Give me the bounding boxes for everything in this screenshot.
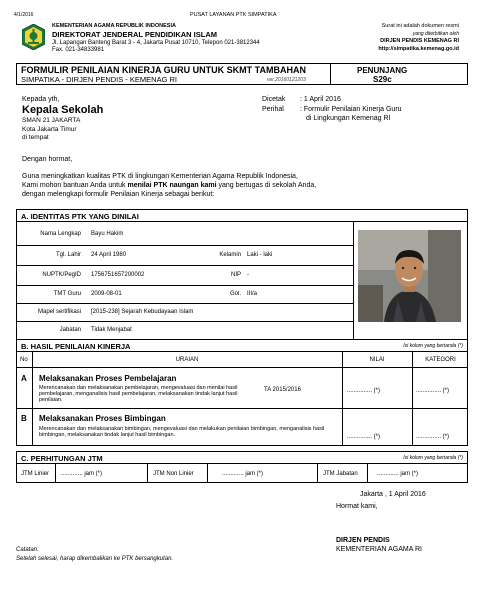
jtm-jabatan-input[interactable]: ............. jam (*) xyxy=(377,471,419,477)
closing-regards: Hormat kami, xyxy=(336,503,378,510)
section-c-row xyxy=(16,463,468,483)
body-paragraph-3: dengan melengkapi formulir Penilaian Kinerja sebagai berikut: xyxy=(22,191,215,198)
form-type-label: PENUNJANG xyxy=(357,66,408,75)
tgl-lahir-label: Tgl. Lahir xyxy=(55,252,81,258)
row-a-kategori-input[interactable]: ............... (*) xyxy=(416,388,450,394)
nip-label: NIP xyxy=(230,272,241,278)
official-note-2: yang diterbitkan oleh xyxy=(412,31,459,37)
body-p2-bold: menilai PTK naungan kami xyxy=(127,182,217,189)
section-b-title xyxy=(16,339,468,351)
perihal-value-1: : Formulir Penilaian Kinerja Guru xyxy=(300,106,402,113)
nuptk-value: 1756751657200002 xyxy=(91,272,145,278)
section-b-title-text: B. HASIL PENILAIAN KINERJA xyxy=(21,342,131,351)
print-header: PUSAT LAYANAN PTK SIMPATIKA xyxy=(190,12,277,18)
recipient-kepada: Kepada yth, xyxy=(22,96,60,103)
kemenag-logo-icon xyxy=(22,24,45,50)
col-nilai-header: NILAI xyxy=(369,357,385,363)
recipient-place: di tempat xyxy=(22,134,49,141)
tmt-label: TMT Guru xyxy=(53,291,81,297)
nama-label: Nama Lengkap xyxy=(40,231,81,237)
jtm-nonlinier-label: JTM Non Linier xyxy=(153,471,194,477)
official-note-3: DIRJEN PENDIS KEMENAG RI xyxy=(380,38,459,44)
catatan-text: Setelah selesai, harap dikembalikan ke PTK bersangkutan. xyxy=(16,556,174,562)
form-type-code: S29c xyxy=(373,75,392,84)
form-version: ver.20160121203 xyxy=(267,77,306,83)
body-p2-c: yang bertugas di sekolah Anda, xyxy=(216,182,317,189)
row-b-desc: Merencanakan dan melaksanakan bimbingan, mengevaluasi dan melakukan penilaian bimbingan, menganalisis hasil bimbingan, melaksanakan tindak lanjut hasil bimbingan. xyxy=(39,426,325,438)
row-a-desc: Merencanakan dan melaksanakan pembelajaran, mengevaluasi dan menilai hasil pembelajaran, menganalisis hasil pembelajaran, melaksanakan tindak lanjut hasil penilaian. xyxy=(39,385,238,403)
section-c-note: Isi kolom yang bertanda (*) xyxy=(403,455,463,461)
jtm-linier-input[interactable]: ............. jam (*) xyxy=(61,471,103,477)
greeting: Dengan hormat, xyxy=(22,156,73,163)
section-a-title: A. IDENTITAS PTK YANG DINILAI xyxy=(16,209,468,221)
row-a-title: Melaksanakan Proses Pembelajaran xyxy=(39,374,177,383)
closing-date: Jakarta , 1 April 2016 xyxy=(360,491,426,498)
signer-org: KEMENTERIAN AGAMA RI xyxy=(336,546,422,553)
official-note-url: http://simpatika.kemenag.go.id xyxy=(378,46,459,52)
section-b-note: Isi kolom yang bertanda (*) xyxy=(403,343,463,349)
perihal-label: Perihal xyxy=(262,106,284,113)
row-b-no: B xyxy=(21,414,27,423)
jabatan-label: Jabatan xyxy=(59,327,81,333)
section-a-box xyxy=(16,221,468,340)
row-a-ta: TA 2015/2016 xyxy=(264,387,301,393)
row-b-title: Melaksanakan Proses Bimbingan xyxy=(39,414,166,423)
dicetak-value: : 1 April 2016 xyxy=(300,96,341,103)
body-p2-a: Kami mohon bantuan Anda untuk xyxy=(22,182,128,189)
catatan-label: Catatan: xyxy=(16,547,39,553)
ministry-fax: Fax. 021-34833981 xyxy=(52,47,105,53)
jtm-jabatan-label: JTM Jabatan xyxy=(323,471,358,477)
form-subtitle: SIMPATIKA - DIRJEN PENDIS - KEMENAG RI xyxy=(21,75,177,84)
form-title: FORMULIR PENILAIAN KINERJA GURU UNTUK SKMT TAMBAHAN xyxy=(21,65,306,75)
official-note-1: Surat ini adalah dokumen resmi xyxy=(381,23,459,29)
kelamin-value: Laki - laki xyxy=(247,252,273,258)
tgl-lahir-value: 24 April 1980 xyxy=(91,252,127,258)
gol-label: Gol. xyxy=(229,291,241,297)
ministry-name: KEMENTERIAN AGAMA REPUBLIK INDONESIA xyxy=(52,23,176,29)
kelamin-label: Kelamin xyxy=(219,252,241,258)
dicetak-label: Dicetak xyxy=(262,96,286,103)
body-paragraph-1: Guna meningkatkan kualitas PTK di lingkungan Kementerian Agama Republik Indonesia, xyxy=(22,173,298,180)
body-paragraph-2 xyxy=(22,182,316,189)
tmt-value: 2009-08-01 xyxy=(91,291,122,297)
recipient-city: Kota Jakarta Timur xyxy=(22,126,77,133)
col-uraian-header: URAIAN xyxy=(175,357,199,363)
nip-value: - xyxy=(247,272,249,278)
signer-title: DIRJEN PENDIS xyxy=(336,537,390,544)
mapel-label: Mapel sertifikasi xyxy=(37,309,81,315)
section-c-title xyxy=(16,451,468,463)
jtm-linier-label: JTM Linier xyxy=(21,471,50,477)
row-a-nilai-input[interactable]: ............... (*) xyxy=(347,388,381,394)
row-b-nilai-input[interactable]: ............... (*) xyxy=(347,434,381,440)
nuptk-label: NUPTK/PegID xyxy=(42,272,81,278)
jabatan-value: Tidak Menjabat xyxy=(91,327,132,333)
mapel-value: [2015-238] Sejarah Kebudayaan Islam xyxy=(91,309,194,315)
col-kategori-header: KATEGORI xyxy=(425,357,456,363)
row-a-no: A xyxy=(21,374,27,383)
nama-value: Bayu Hakim xyxy=(91,231,124,237)
perihal-value-2: di Lingkungan Kemenag RI xyxy=(306,115,391,122)
row-b-kategori-input[interactable]: ............... (*) xyxy=(416,434,450,440)
section-b-table xyxy=(16,351,468,446)
recipient-school: SMAN 21 JAKARTA xyxy=(22,117,81,124)
col-no-header: No xyxy=(20,357,28,363)
ministry-address: Jl. Lapangan Banteng Barat 3 - 4, Jakarta Pusat 10710, Telepon 021-3812344 xyxy=(52,40,260,46)
gol-value: III/a xyxy=(247,291,258,297)
section-c-title-text: C. PERHITUNGAN JTM xyxy=(21,454,103,463)
recipient-title: Kepala Sekolah xyxy=(22,104,104,116)
form-title-box xyxy=(16,63,468,85)
print-date: 4/1/2016 xyxy=(14,12,34,18)
jtm-nonlinier-input[interactable]: ............. jam (*) xyxy=(222,471,264,477)
teacher-photo xyxy=(358,230,461,322)
directorate-name: DIREKTORAT JENDERAL PENDIDIKAN ISLAM xyxy=(52,30,218,39)
